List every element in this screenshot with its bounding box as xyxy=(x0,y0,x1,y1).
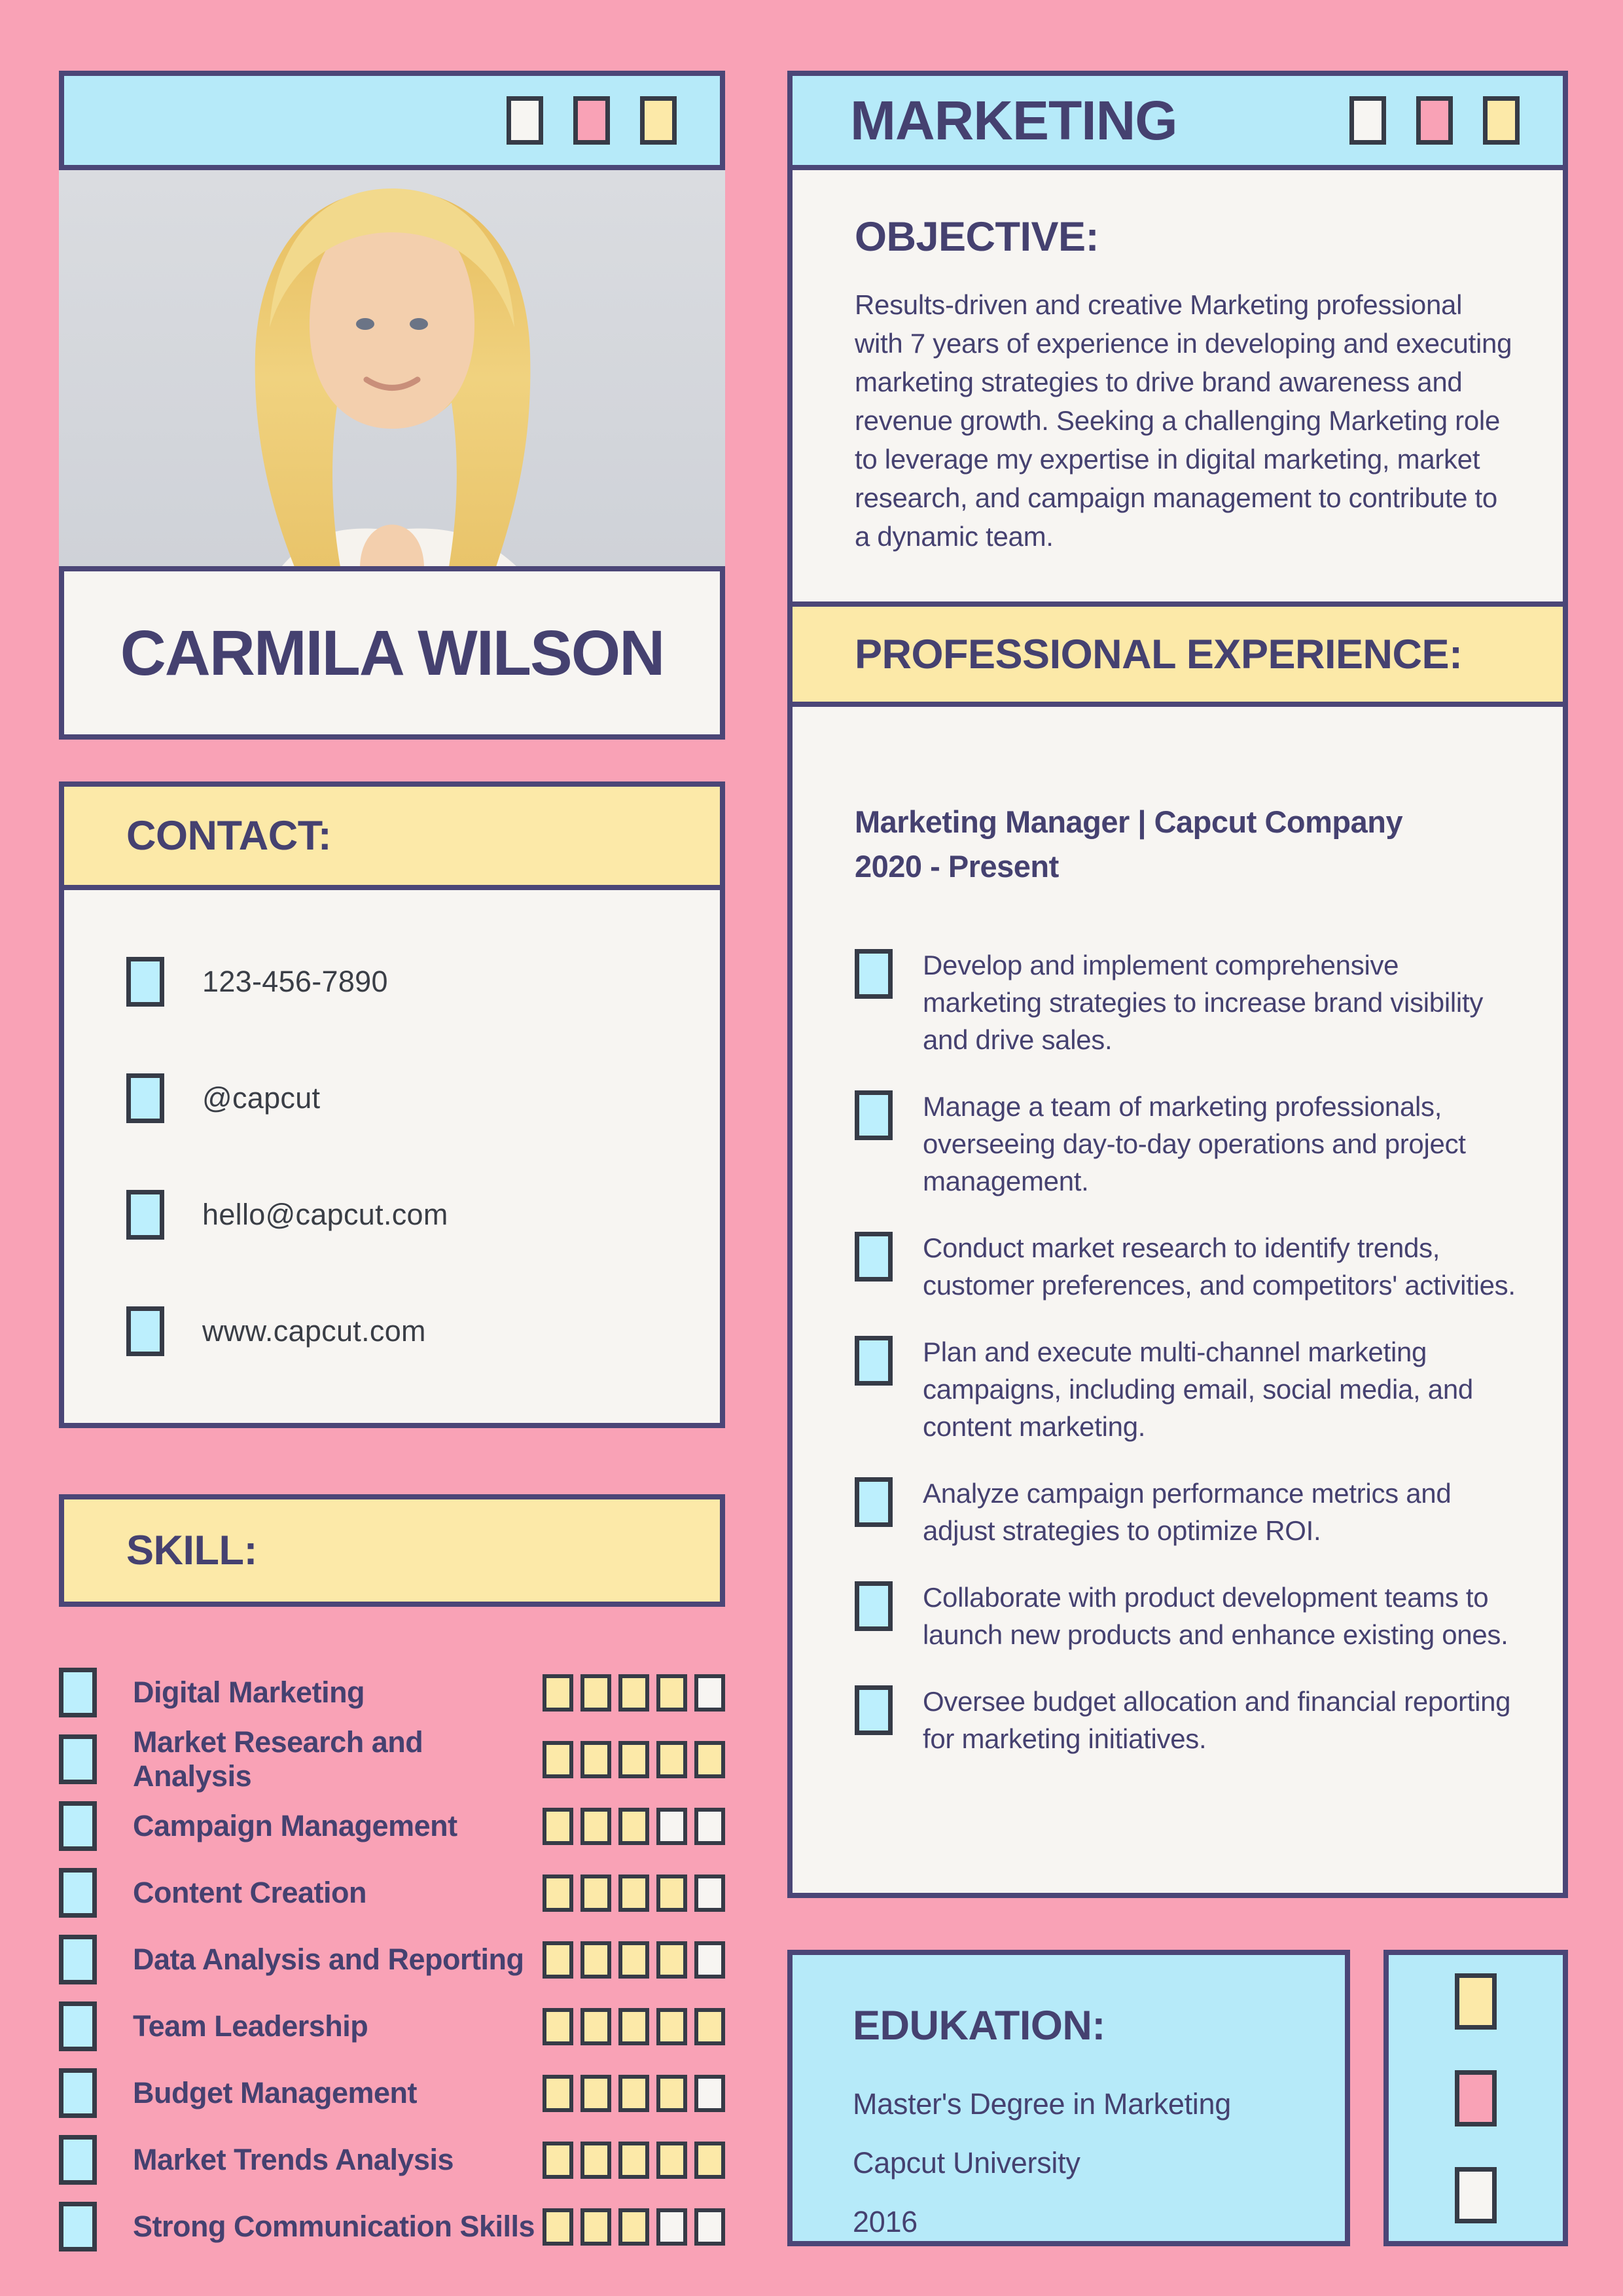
window-controls xyxy=(507,96,720,145)
window-control-square-pink xyxy=(573,96,610,145)
skill-bullet-icon xyxy=(59,1668,97,1717)
education-degree: Master's Degree in Marketing xyxy=(853,2087,1231,2121)
skill-row xyxy=(59,2202,725,2251)
photo-window-titlebar xyxy=(59,71,725,170)
skill-rating xyxy=(543,1741,725,1778)
objective-card xyxy=(787,165,1568,607)
experience-card xyxy=(787,702,1568,1898)
rating-square xyxy=(543,1674,573,1712)
contact-bullet-icon xyxy=(126,1306,164,1356)
rating-square xyxy=(543,2008,573,2045)
bullet-square-icon xyxy=(855,1232,893,1282)
rating-square xyxy=(656,1674,687,1712)
rating-square xyxy=(656,2142,687,2179)
skill-row xyxy=(59,1668,725,1717)
profile-photo-illustration xyxy=(59,170,725,567)
skill-row xyxy=(59,1801,725,1851)
skill-label: Strong Communication Skills xyxy=(133,2210,535,2243)
experience-section-header xyxy=(787,601,1568,707)
bullet-text: Plan and execute multi-channel marketing campaigns, including email, social media, and content marketing. xyxy=(923,1336,1473,1442)
experience-bullet-list xyxy=(855,946,1517,1757)
rating-square xyxy=(694,1741,725,1778)
skill-label: Market Trends Analysis xyxy=(133,2143,454,2176)
contact-item-label: @capcut xyxy=(202,1081,321,1115)
rating-square xyxy=(694,1808,725,1845)
rating-square xyxy=(618,1741,649,1778)
bullet-text: Collaborate with product development teams to launch new products and enhance existing ones. xyxy=(923,1582,1508,1650)
skill-bullet-icon xyxy=(59,1734,97,1784)
rating-square xyxy=(694,1674,725,1712)
skill-rating xyxy=(543,2142,725,2179)
rating-square xyxy=(656,1941,687,1979)
skill-bullet-icon xyxy=(59,2135,97,2185)
rating-square xyxy=(580,1874,611,1912)
skill-rating xyxy=(543,2075,725,2112)
window-control-square-yellow xyxy=(1483,96,1520,145)
profile-photo xyxy=(59,170,725,567)
rating-square xyxy=(656,1741,687,1778)
experience-dates: 2020 - Present xyxy=(855,849,1059,884)
skill-rating xyxy=(543,1874,725,1912)
rating-square xyxy=(618,2208,649,2246)
contact-item-label: www.capcut.com xyxy=(202,1314,426,1348)
contact-item xyxy=(64,1306,720,1356)
contact-item xyxy=(64,1073,720,1123)
bullet-square-icon xyxy=(855,1336,893,1386)
objective-title: OBJECTIVE: xyxy=(855,214,1099,260)
rating-square xyxy=(694,2008,725,2045)
skill-row xyxy=(59,1935,725,1984)
name-card xyxy=(59,566,725,740)
rating-square xyxy=(543,1874,573,1912)
rating-square xyxy=(580,1808,611,1845)
rating-square xyxy=(543,2075,573,2112)
rating-square xyxy=(656,2008,687,2045)
rating-square xyxy=(618,1874,649,1912)
window-control-square-pink xyxy=(1416,96,1453,145)
rating-square xyxy=(543,1941,573,1979)
skill-row xyxy=(59,2001,725,2051)
bullet-square-icon xyxy=(855,949,893,999)
education-title: EDUKATION: xyxy=(853,2003,1105,2049)
education-school: Capcut University xyxy=(853,2146,1080,2179)
bullet-text: Conduct market research to identify trends, customer preferences, and competitors' activities. xyxy=(923,1232,1516,1300)
skill-bullet-icon xyxy=(59,2202,97,2251)
contact-title: CONTACT: xyxy=(126,813,332,859)
bullet-square-icon xyxy=(855,1090,893,1140)
skill-title: SKILL: xyxy=(126,1528,257,1573)
rating-square xyxy=(694,2208,725,2246)
rating-square xyxy=(656,1808,687,1845)
experience-bullet xyxy=(855,1229,1517,1304)
rating-square xyxy=(618,2142,649,2179)
experience-bullet xyxy=(855,1333,1517,1445)
contact-item xyxy=(64,957,720,1007)
bullet-square-icon xyxy=(855,1477,893,1527)
rating-square xyxy=(618,1941,649,1979)
bullet-square-icon xyxy=(855,1685,893,1735)
skill-list xyxy=(59,1668,725,2269)
decorative-squares-panel xyxy=(1383,1950,1568,2246)
contact-bullet-icon xyxy=(126,957,164,1007)
skill-label: Content Creation xyxy=(133,1876,366,1909)
skill-bullet-icon xyxy=(59,1801,97,1851)
window-title: MARKETING xyxy=(850,89,1177,151)
bullet-square-icon xyxy=(855,1581,893,1631)
rating-square xyxy=(656,2208,687,2246)
skill-label: Campaign Management xyxy=(133,1809,457,1842)
skill-row xyxy=(59,2135,725,2185)
window-control-square-white xyxy=(1349,96,1386,145)
rating-square xyxy=(580,2208,611,2246)
skill-label: Market Research and Analysis xyxy=(133,1725,423,1793)
contact-item-label: hello@capcut.com xyxy=(202,1198,448,1231)
education-year: 2016 xyxy=(853,2205,918,2238)
skill-row xyxy=(59,2068,725,2118)
rating-square xyxy=(543,1741,573,1778)
contact-bullet-icon xyxy=(126,1073,164,1123)
experience-bullet xyxy=(855,1475,1517,1549)
skill-bullet-icon xyxy=(59,1935,97,1984)
skill-rating xyxy=(543,2008,725,2045)
objective-text: Results-driven and creative Marketing professional with 7 years of experience in developing and executing marketing strategies to drive brand awareness and revenue growth. Seeking a challenging Marketing role to leverage my expertise in digital marketing, market research, and campaign management to contribute to a dynamic team. xyxy=(855,289,1512,552)
rating-square xyxy=(656,1874,687,1912)
education-card xyxy=(787,1950,1350,2246)
skill-row xyxy=(59,1725,725,1793)
skill-rating xyxy=(543,1808,725,1845)
contact-card xyxy=(59,885,725,1428)
skill-rating xyxy=(543,1674,725,1712)
rating-square xyxy=(694,2142,725,2179)
rating-square xyxy=(580,1741,611,1778)
skill-label: Team Leadership xyxy=(133,2009,368,2043)
rating-square xyxy=(580,2008,611,2045)
experience-bullet xyxy=(855,1579,1517,1653)
skill-row xyxy=(59,1868,725,1918)
skill-rating xyxy=(543,1941,725,1979)
person-name: CARMILA WILSON xyxy=(120,617,664,689)
skill-rating xyxy=(543,2208,725,2246)
experience-title: PROFESSIONAL EXPERIENCE: xyxy=(855,631,1463,677)
rating-square xyxy=(580,2075,611,2112)
experience-bullet xyxy=(855,1683,1517,1757)
rating-square xyxy=(543,1808,573,1845)
rating-square xyxy=(694,1941,725,1979)
skill-section-header xyxy=(59,1494,725,1607)
contact-bullet-icon xyxy=(126,1190,164,1240)
bullet-text: Manage a team of marketing professionals, overseeing day-to-day operations and project management. xyxy=(923,1091,1466,1196)
rating-square xyxy=(618,1808,649,1845)
window-controls xyxy=(1349,96,1563,145)
rating-square xyxy=(618,2008,649,2045)
skill-bullet-icon xyxy=(59,2001,97,2051)
rating-square xyxy=(656,2075,687,2112)
rating-square xyxy=(618,2075,649,2112)
skill-bullet-icon xyxy=(59,2068,97,2118)
decorative-square xyxy=(1455,1973,1497,2030)
rating-square xyxy=(694,2075,725,2112)
window-control-square-yellow xyxy=(640,96,677,145)
rating-square xyxy=(580,2142,611,2179)
experience-role: Marketing Manager | Capcut Company xyxy=(855,804,1403,839)
experience-bullet xyxy=(855,1088,1517,1200)
bullet-text: Analyze campaign performance metrics and adjust strategies to optimize ROI. xyxy=(923,1478,1452,1546)
contact-section-header xyxy=(59,781,725,890)
rating-square xyxy=(580,1941,611,1979)
contact-item-label: 123-456-7890 xyxy=(202,965,388,998)
window-control-square-white xyxy=(507,96,543,145)
contact-item xyxy=(64,1190,720,1240)
skill-label: Digital Marketing xyxy=(133,1676,365,1709)
rating-square xyxy=(580,1674,611,1712)
decorative-square xyxy=(1455,2167,1497,2223)
decorative-square xyxy=(1455,2070,1497,2126)
skill-label: Budget Management xyxy=(133,2076,418,2109)
rating-square xyxy=(618,1674,649,1712)
marketing-window-titlebar xyxy=(787,71,1568,170)
rating-square xyxy=(543,2142,573,2179)
skill-label: Data Analysis and Reporting xyxy=(133,1943,524,1976)
experience-bullet xyxy=(855,946,1517,1058)
rating-square xyxy=(694,1874,725,1912)
skill-bullet-icon xyxy=(59,1868,97,1918)
bullet-text: Oversee budget allocation and financial reporting for marketing initiatives. xyxy=(923,1686,1511,1754)
bullet-text: Develop and implement comprehensive marketing strategies to increase brand visibility and drive sales. xyxy=(923,950,1484,1055)
rating-square xyxy=(543,2208,573,2246)
